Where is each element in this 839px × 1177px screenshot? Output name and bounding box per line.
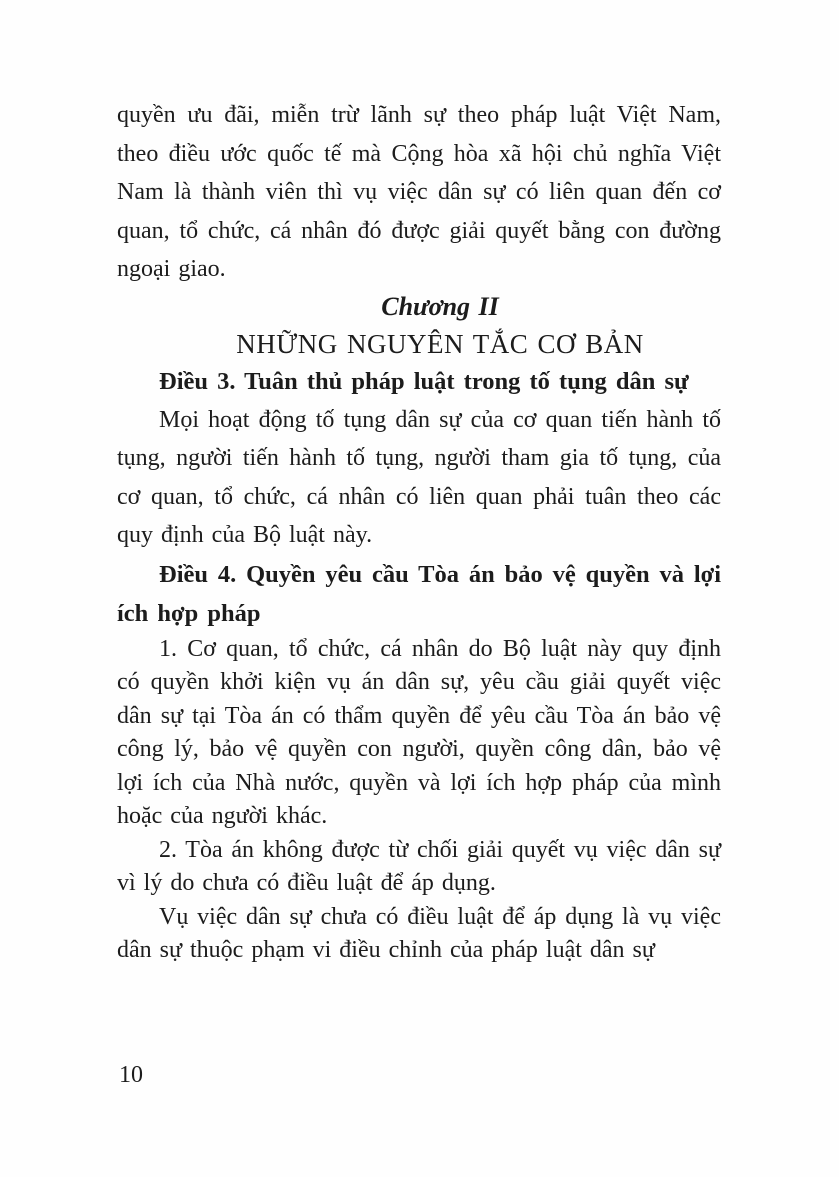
article-4-heading: Điều 4. Quyền yêu cầu Tòa án bảo vệ quyền và lợi ích hợp pháp	[117, 560, 721, 627]
article-4-clause-2-continuation: Vụ việc dân sự chưa có điều luật để áp dụng là vụ việc dân sự thuộc phạm vi điều chỉnh của pháp luật dân sự	[117, 903, 721, 963]
chapter-title: NHỮNG NGUYÊN TẮC CƠ BẢN	[236, 328, 644, 359]
article-3-heading: Điều 3. Tuân thủ pháp luật trong tố tụng dân sự	[159, 367, 689, 395]
article-4-clause-2: 2. Tòa án không được từ chối giải quyết vụ việc dân sự vì lý do chưa có điều luật để áp dụng.	[117, 836, 721, 896]
chapter-label: Chương II	[381, 291, 499, 321]
article-4-clause-1: 1. Cơ quan, tổ chức, cá nhân do Bộ luật này quy định có quyền khởi kiện vụ án dân sự, yêu cầu giải quyết việc dân sự tại Tòa án có thẩm quyền để yêu cầu Tòa án bảo vệ công lý, bảo vệ quyền con người, quyền công dân, bảo vệ lợi ích của Nhà nước, quyền và lợi ích hợp pháp của mình hoặc của người khác.	[117, 635, 721, 829]
page-number: 10	[119, 1062, 143, 1088]
continued-paragraph: quyền ưu đãi, miễn trừ lãnh sự theo pháp luật Việt Nam, theo điều ước quốc tế mà Cộng hòa xã hội chủ nghĩa Việt Nam là thành viên thì vụ việc dân sự có liên quan đến cơ quan, tổ chức, cá nhân đó được giải quyết bằng con đường ngoại giao.	[117, 102, 721, 282]
article-3-paragraph: Mọi hoạt động tố tụng dân sự của cơ quan tiến hành tố tụng, người tiến hành tố tụng, người tham gia tố tụng, của cơ quan, tổ chức, cá nhân có liên quan phải tuân theo các quy định của Bộ luật này.	[117, 406, 721, 548]
